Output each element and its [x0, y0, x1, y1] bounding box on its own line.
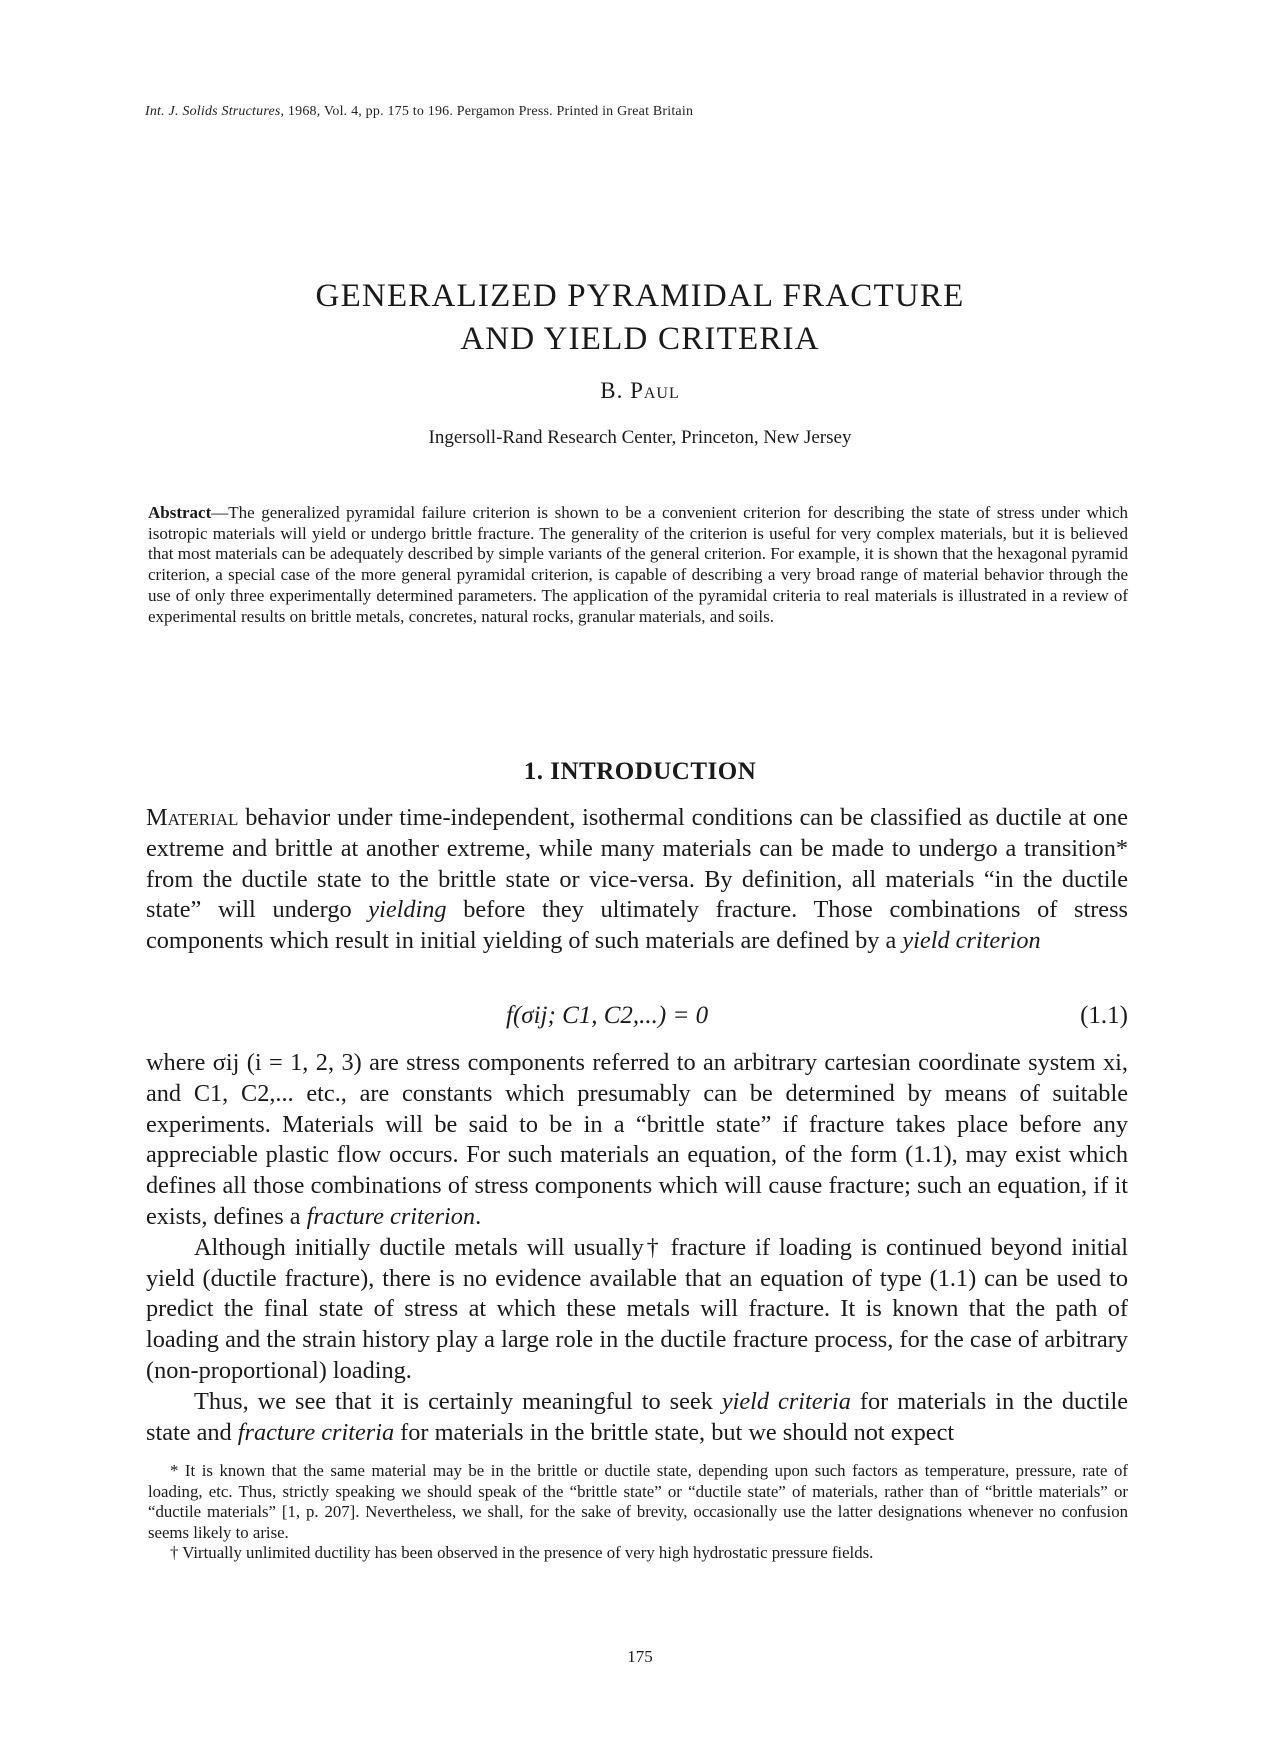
page-number: 175 — [627, 1647, 653, 1666]
author-surname: Paul — [630, 378, 680, 403]
intro-lead-word: Material — [146, 804, 239, 831]
intro-p1-emphasis-yielding: yielding — [368, 896, 447, 924]
intro-p4-text-b: for materials in the ductile state and — [146, 1387, 1128, 1446]
paper-title-line-2: AND YIELD CRITERIA — [460, 321, 820, 357]
intro-p4-text-c: for materials in the brittle state, but we should not expect — [394, 1418, 955, 1446]
journal-header — [145, 104, 1045, 120]
intro-paragraph-1 — [146, 803, 1128, 957]
abstract-text: —The generalized pyramidal failure criterion is shown to be a convenient criterion for describing the state of stress under which isotropic materials will yield or undergo brittle fracture. The generality of the criterion is useful for very complex materials, but it is believed that most materials can be adequately described by simple variants of the general criterion. For example, it is shown that the hexagonal pyramid criterion, a special case of the more general pyramidal criterion, is capable of describing a very broad range of material behavior through the use of only three experimentally determined parameters. The application of the pyramidal criteria to real materials is illustrated in a review of experimental results on brittle metals, concretes, natural rocks, granular materials, and soils. — [148, 503, 1128, 626]
footnote-dagger: † Virtually unlimited ductility has been observed in the presence of very high hydrostatic pressure fields. — [170, 1543, 874, 1562]
journal-citation: , 1968, Vol. 4, pp. 175 to 196. Pergamon Press. Printed in Great Britain — [280, 104, 694, 119]
intro-paragraph-4 — [146, 1387, 1128, 1449]
paper-title-line-1: GENERALIZED PYRAMIDAL FRACTURE — [315, 278, 965, 314]
intro-p4-emphasis-yield-criteria: yield criteria — [721, 1387, 851, 1415]
section-heading-introduction: 1. INTRODUCTION — [523, 758, 757, 785]
footnotes — [148, 1461, 1128, 1564]
author-initial: B. — [600, 378, 631, 403]
intro-p4-text-a: Thus, we see that it is certainly meaningful to seek — [194, 1387, 722, 1415]
intro-p1-emphasis-yield-criterion: yield criterion — [902, 927, 1041, 955]
intro-p4-emphasis-fracture-criteria: fracture criteria — [237, 1418, 395, 1446]
equation-number: (1.1) — [1080, 1002, 1128, 1029]
intro-p2-text-b: . — [475, 1202, 482, 1230]
equation-body: f(σij; C1, C2,...) = 0 — [506, 1002, 709, 1029]
intro-p1-text-a: behavior under time-independent, isothermal conditions can be classified as ductile at one extreme and brittle at another extreme, while many materials can be made to undergo a transition* from the ductile state to the brittle state or vice-versa. By definition, all materials “in the ductile state” will undergo — [146, 804, 1128, 924]
author-name — [0, 378, 1280, 404]
abstract-label: Abstract — [148, 503, 212, 522]
intro-paragraph-3: Although initially ductile metals will usually† fracture if loading is continued beyond initial yield (ductile fracture), there is no evidence available that an equation of type (1.1) can be used to predict the final state of stress at which these metals will fracture. It is known that the path of loading and the strain history play a large role in the ductile fracture process, for the case of arbitrary (non-proportional) loading. — [146, 1233, 1128, 1384]
author-affiliation: Ingersoll-Rand Research Center, Princeton, New Jersey — [428, 427, 852, 448]
intro-p1-text-b: before they ultimately fracture. Those combinations of stress components which result in initial yielding of such materials are defined by a — [146, 896, 1128, 955]
abstract — [148, 503, 1128, 627]
intro-p2-emphasis-fracture-criterion: fracture criterion — [306, 1202, 476, 1230]
intro-p2-text-a: where σij (i = 1, 2, 3) are stress components referred to an arbitrary cartesian coordinate system xi, and C1, C2,... etc., are constants which presumably can be determined by means of suitable experiments. Materials will be said to be in a “brittle state” if fracture takes place before any appreciable plastic flow occurs. For such materials an equation, of the form (1.1), may exist which defines all those combinations of stress components which will cause fracture; such an equation, if it exists, defines a — [146, 1049, 1128, 1230]
intro-paragraph-2 — [146, 1048, 1128, 1233]
equation-1-1 — [146, 1002, 1128, 1036]
intro-paragraphs-2-4 — [146, 1048, 1128, 1448]
footnote-star: * It is known that the same material may be in the brittle or ductile state, depending upon such factors as temperature, pressure, rate of loading, etc. Thus, strictly speaking we should speak of the “brittle state” or “ductile state” of materials, rather than of “brittle materials” or “ductile materials” [1, p. 207]. Nevertheless, we shall, for the sake of brevity, occasionally use the latter designations whenever no confusion seems likely to arise. — [148, 1461, 1128, 1542]
journal-name: Int. J. Solids Structures — [145, 104, 281, 119]
